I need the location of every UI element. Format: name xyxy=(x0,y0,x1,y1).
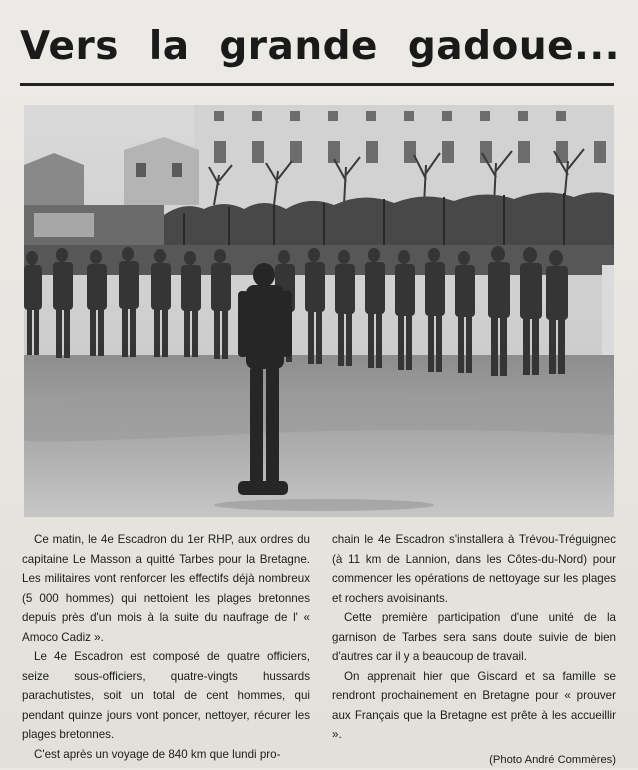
headline xyxy=(20,18,620,74)
article-paragraph: Ce matin, le 4e Escadron du 1er RHP, aux ordres du capitaine Le Masson a quitté Tarbes pour la Bretagne. Les militaires vont renforcer les effectifs déjà nombreux (5 000 hommes) qui nettoient les plages bretonnes depuis près d'un mois à la suite du naufrage de l' « Amoco Cadiz ». xyxy=(22,530,310,647)
article-column-left xyxy=(22,530,310,764)
headline-rule xyxy=(20,83,614,86)
headline-word: grande xyxy=(219,24,378,69)
headline-word: la xyxy=(149,24,190,69)
article-column-right xyxy=(332,530,616,770)
article-paragraph: C'est après un voyage de 840 km que lundi pro- xyxy=(22,745,310,765)
article-paragraph: On apprenait hier que Giscard et sa famille se rendront prochainement en Bretagne pour « prouver aux Français que la Bretagne est prête à les accueillir ». xyxy=(332,667,616,745)
article-paragraph: Cette première participation d'une unité de la garnison de Tarbes sera sans doute suivie de bien d'autres car il y a beaucoup de travail. xyxy=(332,608,616,667)
headline-word: gadoue... xyxy=(408,24,620,69)
news-photo xyxy=(24,105,614,517)
article-paragraph: chain le 4e Escadron s'installera à Trévou-Tréguignec (à 11 km de Lannion, dans les Côtes-du-Nord) pour commencer les opérations de nettoyage sur les plages et rochers avoisinants. xyxy=(332,530,616,608)
article-paragraph: Le 4e Escadron est composé de quatre officiers, seize sous-officiers, quatre-vingts hussards parachutistes, soit un total de cent hommes, qui pendant quinze jours vont poncer, nettoyer, récurer les plages bretonnes. xyxy=(22,647,310,745)
headline-word: Vers xyxy=(20,24,119,69)
photo-credit: (Photo André Commères) xyxy=(332,751,616,770)
